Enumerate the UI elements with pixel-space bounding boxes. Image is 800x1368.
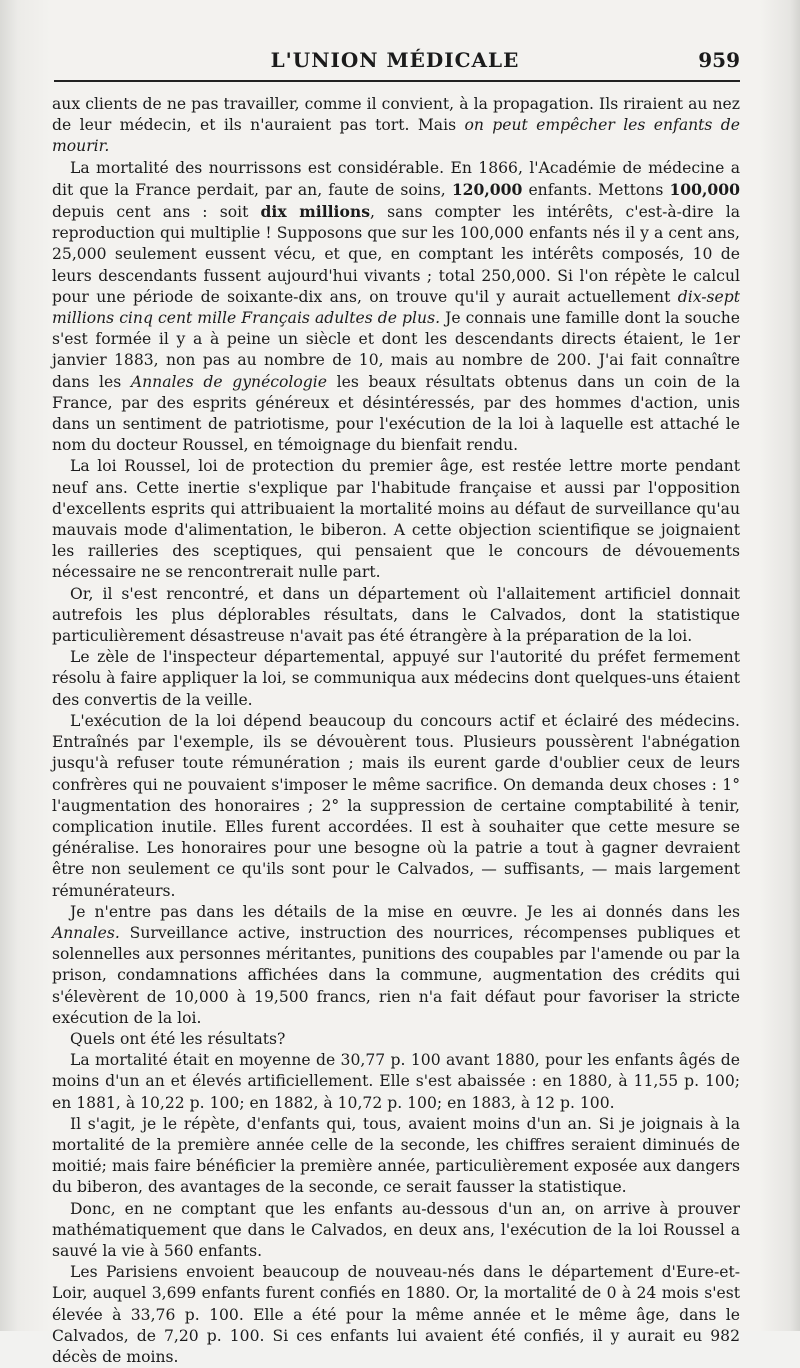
text-run: les beaux résultats obtenus dans un coin de la France, par des esprits généreux et désintéressés, par des hommes d'action, unis dans un sentiment de patriotisme, pour l'exécution de la loi à laquelle est attaché le nom du docteur Roussel, en témoignage du bienfait rendu. <box>52 372 740 455</box>
header-rule <box>54 80 740 82</box>
italic-text: dix-sept millions cinq cent mille Français adultes de plus. <box>52 287 740 328</box>
text-run: depuis cent ans : soit <box>52 203 261 222</box>
text-run: Le zèle de l'inspecteur départemental, appuyé sur l'autorité du préfet fermement résolu à faire appliquer la loi, se communiqua aux médecins dont quelques-uns étaient des convertis de la veille. <box>52 648 740 709</box>
italic-text: Annales. <box>52 923 120 942</box>
bold-text: 100,000 <box>669 179 740 199</box>
text-run: Quels ont été les résultats? <box>70 1029 286 1048</box>
text-run: Donc, en ne comptant que les enfants au-dessous d'un an, on arrive à prouver mathématiquement que dans le Calvados, en deux ans, l'exécution de la loi Roussel a sauvé la vie à 560 enfants. <box>52 1199 740 1260</box>
text-run: enfants. Mettons <box>522 180 670 199</box>
text-run: La loi Roussel, loi de protection du premier âge, est restée lettre morte pendant neuf ans. Cette inertie s'explique par l'habitude française et aussi par l'opposition d'excellents esprits qui attribuaient la mortalité moins au défaut de surveillance qu'au mauvais mode d'alimentation, le biberon. A cette objection scientifique se joignaient les railleries des sceptiques, qui pensaient que le concours de dévouements nécessaire ne se rencontrerait nulle part. <box>52 457 740 582</box>
bold-text: dix millions <box>260 202 370 222</box>
paragraph <box>52 647 740 711</box>
paragraph <box>52 94 740 158</box>
italic-text: Annales de gynécologie <box>130 372 327 391</box>
text-run: Les Parisiens envoient beaucoup de nouveau-nés dans le département d'Eure-et-Loir, auquel 3,699 enfants furent confiés en 1880. Or, la mortalité de 0 à 24 mois s'est élevée à 33,76 p. 100. Elle a été pour la même année et le même âge, dans le Calvados, de 7,20 p. 100. Si ces enfants lui avaient été confiés, il y aurait eu 982 décès de moins. <box>52 1263 740 1366</box>
paragraph <box>52 1262 740 1368</box>
paragraph <box>52 711 740 902</box>
paragraph <box>52 1114 740 1199</box>
running-header <box>50 44 740 78</box>
paragraph <box>52 902 740 1029</box>
paragraph <box>52 158 740 457</box>
italic-text: on peut empêcher les enfants de mourir. <box>52 116 741 156</box>
paragraph <box>52 1029 740 1050</box>
text-run: Surveillance active, instruction des nourrices, récompenses publiques et solennelles aux personnes méritantes, punitions des coupables par l'amende ou par la prison, condamnations affichées dans la commune, augmentation des crédits qui s'élevèrent de 10,000 à 19,500 francs, rien n'a fait défaut pour favoriser la stricte exécution de la loi. <box>52 923 740 1027</box>
text-run: La mortalité était en moyenne de 30,77 p. 100 avant 1880, pour les enfants âgés de moins d'un an et élevés artificiellement. Elle s'est abaissée : en 1880, à 11,55 p. 100; en 1881, à 10,22 p. 100; en 1882, à 10,72 p. 100; en 1883, à 12 p. 100. <box>52 1051 740 1112</box>
page-number: 959 <box>698 48 740 72</box>
paragraph <box>52 456 740 583</box>
text-run: Je n'entre pas dans les détails de la mise en œuvre. Je les ai donnés dans les <box>70 902 740 921</box>
paragraph <box>52 584 740 648</box>
body-text <box>52 94 740 1368</box>
text-run: Il s'agit, je le répète, d'enfants qui, tous, avaient moins d'un an. Si je joignais à la mortalité de la première année celle de la seconde, les chiffres seraient diminués de moitié; mais faire bénéficier la première année, particulièrement exposée aux dangers du biberon, des avantages de la seconde, ce serait fausser la statistique. <box>52 1114 740 1197</box>
text-run: , sans compter les intérêts, c'est-à-dire la reproduction qui multiplie ! Supposons que sur les 100,000 enfants nés il y a cent ans, 25,000 seulement eussent vécu, et que, en comptant les intérêts composés, 10 de leurs descendants fussent aujourd'hui vivants ; total 250,000. Si l'on répète le calcul pour une période de soixante-dix ans, on trouve qu'il y aurait actuellement <box>52 203 740 306</box>
text-run: Je connais une famille dont la souche s'est formée il y a à peine un siècle et dont les descendants directs étaient, le 1er janvier 1883, non pas au nombre de 10, mais au nombre de 200. J'ai fait connaître dans les <box>52 309 741 391</box>
text-run: La mortalité des nourrissons est considérable. En 1866, l'Académie de médecine a dit que la France perdait, par an, faute de soins, <box>52 158 740 199</box>
paragraph <box>52 1199 740 1263</box>
text-run: L'exécution de la loi dépend beaucoup du concours actif et éclairé des médecins. Entraînés par l'exemple, ils se dévouèrent tous. Plusieurs poussèrent l'abnégation jusqu'à refuser toute rémunération ; mais ils eurent garde d'oublier ceux de leurs confrères qui ne pouvaient s'imposer le même sacrifice. On demanda deux choses : 1° l'augmentation des honoraires ; 2° la suppression de certaine comptabilité à tenir, complication inutile. Elles furent accordées. Il est à souhaiter que cette mesure se généralise. Les honoraires pour une besogne où la patrie a tout à gagner devraient être non seulement ce qu'ils sont pour le Calvados, — suffisants, — mais largement rémunérateurs. <box>52 711 740 900</box>
paragraph <box>52 1050 740 1114</box>
journal-title: L'UNION MÉDICALE <box>270 48 520 72</box>
bold-text: 120,000 <box>451 179 523 199</box>
text-run: aux clients de ne pas travailler, comme il convient, à la propagation. Ils riraient au nez de leur médecin, et ils n'auraient pas tort. Mais <box>52 95 740 135</box>
text-run: Or, il s'est rencontré, et dans un département où l'allaitement artificiel donnait autrefois les plus déplorables résultats, dans le Calvados, dont la statistique particulièrement désastreuse n'avait pas été étrangère à la préparation de la loi. <box>52 584 740 646</box>
